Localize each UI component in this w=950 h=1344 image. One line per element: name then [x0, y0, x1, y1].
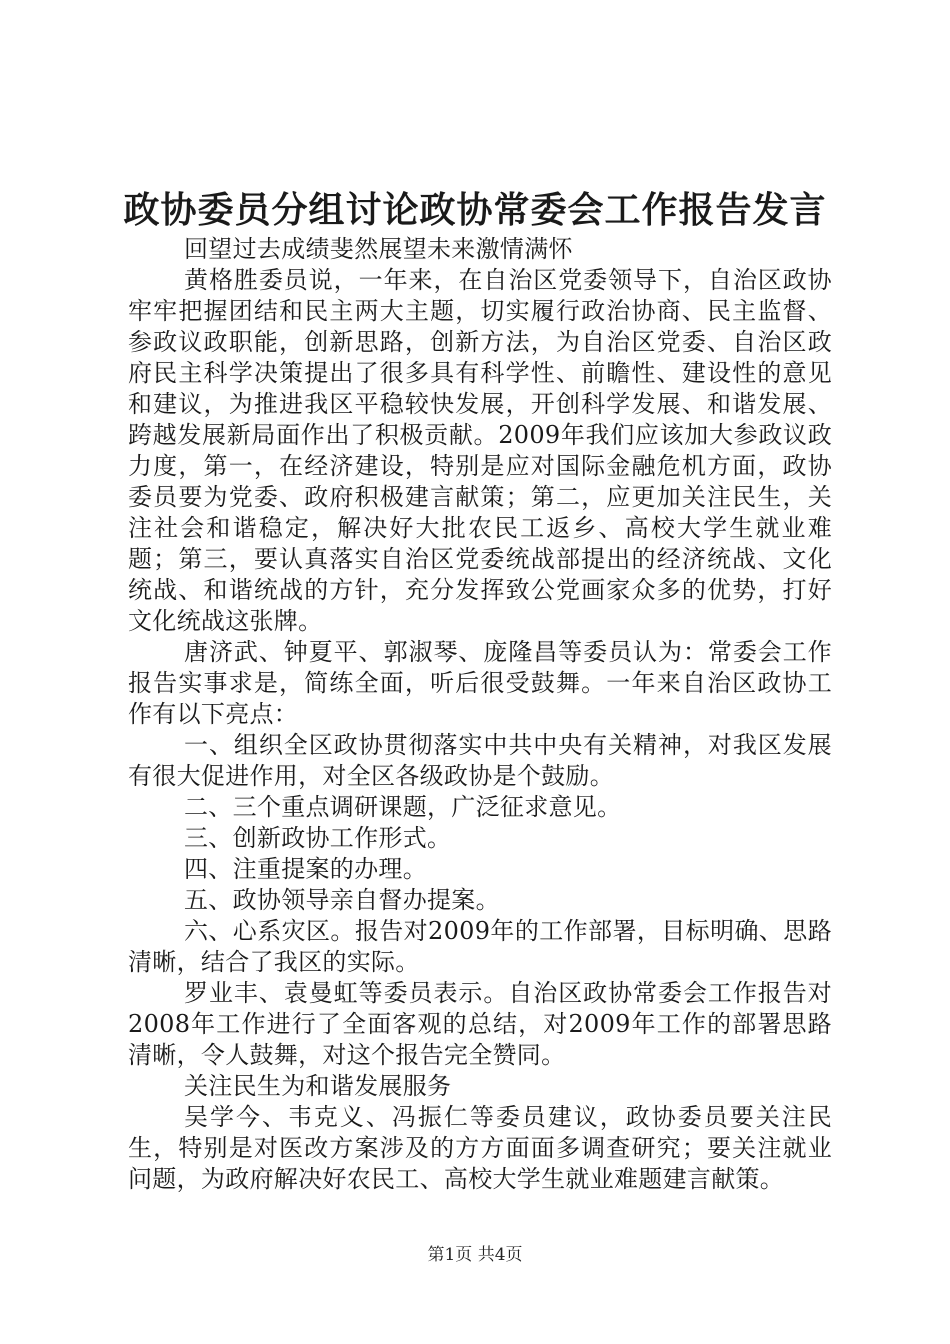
paragraph-luo-yefeng: 罗业丰、袁曼虹等委员表示。自治区政协常委会工作报告对2008年工作进行了全面客观的总结，对2009年工作的部署思路清晰，令人鼓舞，对这个报告完全赞同。 — [128, 979, 832, 1069]
page-number-footer: 第1页 共4页 — [427, 1245, 523, 1265]
list-item-2: 二、三个重点调研课题，广泛征求意见。 — [184, 793, 622, 821]
document-title: 政协委员分组讨论政协常委会工作报告发言 — [123, 189, 827, 231]
list-item-4: 四、注重提案的办理。 — [184, 855, 427, 883]
list-item-3: 三、创新政协工作形式。 — [184, 824, 452, 852]
paragraph-huang-gesheng: 黄格胜委员说，一年来，在自治区党委领导下，自治区政协牢牢把握团结和民主两大主题，切实履行政治协商、民主监督、参政议政职能，创新思路，创新方法，为自治区党委、自治区政府民主科学决策提出了很多具有科学性、前瞻性、建设性的意见和建议，为推进我区平稳较快发展，开创科学发展、和谐发展、跨越发展新局面作出了积极贡献。2009年我们应该加大参政议政力度，第一，在经济建设，特别是应对国际金融危机方面，政协委员要为党委、政府积极建言献策；第二，应更加关注民生，关注社会和谐稳定，解决好大批农民工返乡、高校大学生就业难题；第三，要认真落实自治区党委统战部提出的经济统战、文化统战、和谐统战的方针，充分发挥致公党画家众多的优势，打好文化统战这张牌。 — [128, 266, 832, 635]
list-item-6: 六、心系灾区。报告对2009年的工作部署，目标明确、思路清晰，结合了我区的实际。 — [128, 917, 832, 976]
section-heading-review: 回望过去成绩斐然展望未来激情满怀 — [184, 235, 573, 263]
paragraph-wu-xuejin: 吴学今、韦克义、冯振仁等委员建议，政协委员要关注民生，特别是对医改方案涉及的方方面面多调查研究；要关注就业问题，为政府解决好农民工、高校大学生就业难题建言献策。 — [128, 1103, 832, 1193]
list-item-5: 五、政协领导亲自督办提案。 — [184, 886, 500, 914]
section-heading-livelihood: 关注民生为和谐发展服务 — [184, 1072, 452, 1100]
list-item-1: 一、组织全区政协贯彻落实中共中央有关精神，对我区发展有很大促进作用，对全区各级政协是个鼓励。 — [128, 731, 832, 790]
document-body — [128, 234, 832, 1195]
paragraph-tang-jiwu: 唐济武、钟夏平、郭淑琴、庞隆昌等委员认为：常委会工作报告实事求是，简练全面，听后很受鼓舞。一年来自治区政协工作有以下亮点： — [128, 638, 832, 728]
